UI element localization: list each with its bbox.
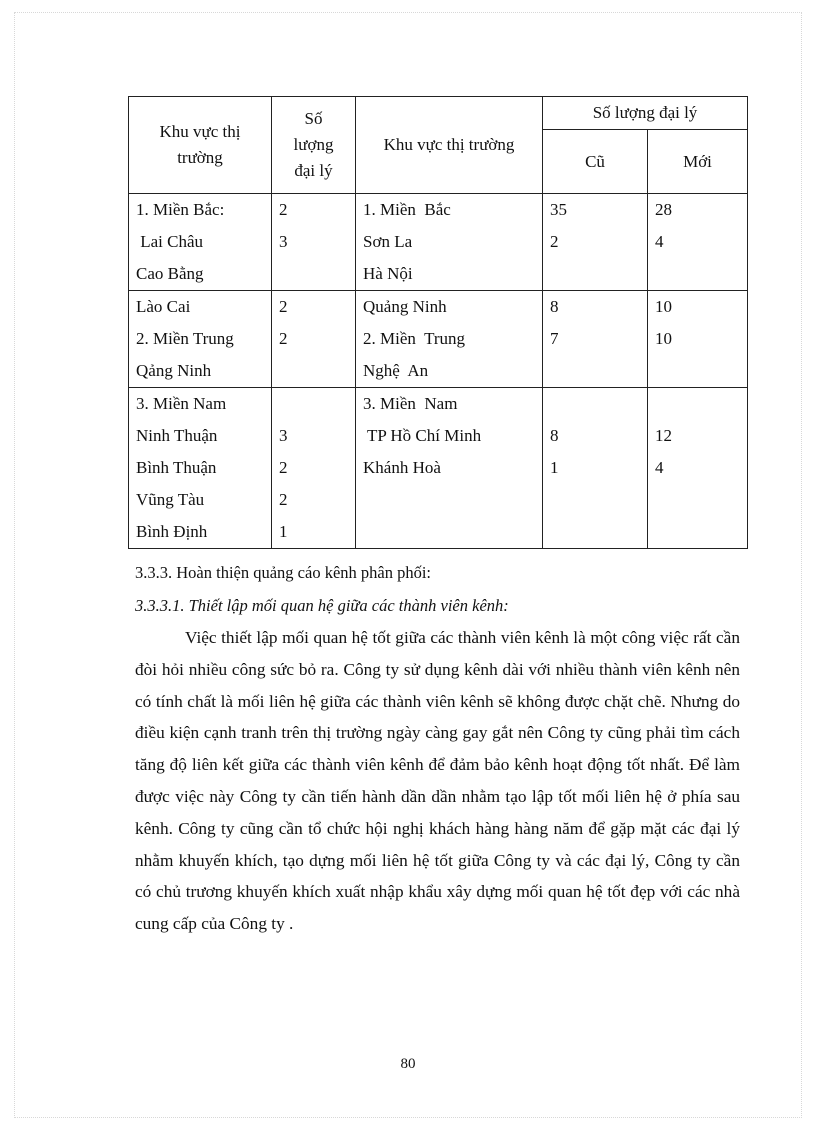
cell-new: 28 4	[648, 194, 748, 291]
cell-new: 10 10	[648, 291, 748, 388]
cell-right-region: Quảng Ninh 2. Miền Trung Nghệ An	[356, 291, 543, 388]
header-count-left: Số lượng đại lý	[272, 97, 356, 194]
cell-left-region: 1. Miền Bắc: Lai Châu Cao Bằng	[129, 194, 272, 291]
subsection-heading: 3.3.3.1. Thiết lập mối quan hệ giữa các thành viên kênh:	[135, 596, 509, 615]
body-paragraph: Việc thiết lập mối quan hệ tốt giữa các thành viên kênh là một công việc rất cần đòi hỏi nhiều công sức bỏ ra. Công ty sử dụng kênh dài với nhiều thành viên kênh nên có tính chất là mối liên hệ giữa các thành viên kênh sẽ không được chặt chẽ. Nhưng do điều kiện cạnh tranh trên thị trường ngày càng gay gắt nên Công ty cũng phải tìm cách tăng độ liên kết giữa các thành viên kênh để đảm bảo kênh hoạt động tốt nhất. Để làm được việc này Công ty cần tiến hành dần dần nhằm tạo lập tốt mối liên hệ ở phía sau kênh. Công ty cũng cần tổ chức hội nghị khách hàng hàng năm để gặp mặt các đại lý nhằm khuyến khích, tạo dựng mối liên hệ tốt giữa Công ty và các đại lý, Công ty cần có chủ trương khuyến khích xuất nhập khẩu xây dựng mối quan hệ tốt đẹp với các nhà cung cấp của Công ty .	[135, 628, 740, 934]
cell-right-region: 1. Miền Bắc Sơn La Hà Nội	[356, 194, 543, 291]
header-region-right: Khu vực thị trường	[356, 97, 543, 194]
cell-old: 35 2	[543, 194, 648, 291]
table-row	[129, 291, 748, 388]
cell-left-count: 2 3	[272, 194, 356, 291]
cell-left-region: 3. Miền Nam Ninh Thuận Bình Thuận Vũng Tàu Bình Định	[129, 388, 272, 549]
header-count-right: Số lượng đại lý	[543, 97, 748, 130]
cell-right-region: 3. Miền Nam TP Hồ Chí Minh Khánh Hoà	[356, 388, 543, 549]
agent-count-table	[128, 96, 748, 549]
table-row	[129, 194, 748, 291]
cell-old: 8 1	[543, 388, 648, 549]
cell-left-count: 2 2	[272, 291, 356, 388]
header-new: Mới	[648, 130, 748, 194]
table-row	[129, 388, 748, 549]
cell-left-region: Lào Cai 2. Miền Trung Qảng Ninh	[129, 291, 272, 388]
cell-old: 8 7	[543, 291, 648, 388]
cell-left-count: 3 2 2 1	[272, 388, 356, 549]
header-old: Cũ	[543, 130, 648, 194]
page-number: 80	[400, 1056, 416, 1072]
cell-new: 12 4	[648, 388, 748, 549]
header-region-left: Khu vực thị trường	[129, 97, 272, 194]
section-heading: 3.3.3. Hoàn thiện quảng cáo kênh phân phối:	[135, 563, 432, 582]
